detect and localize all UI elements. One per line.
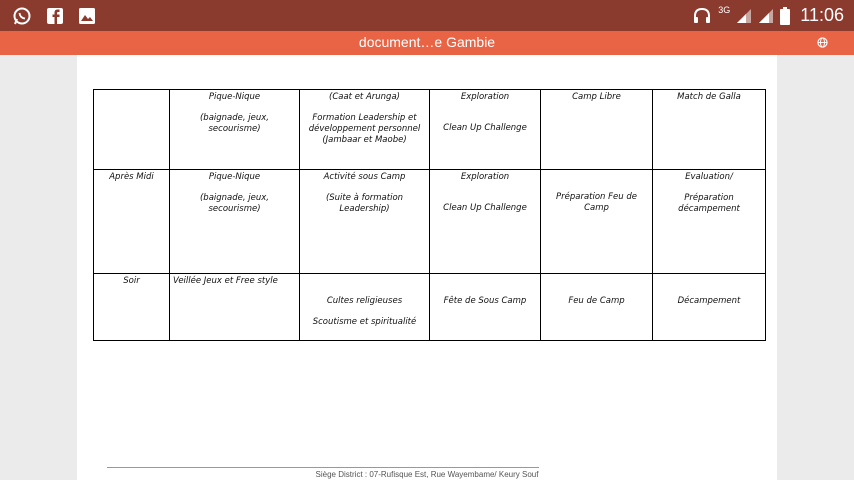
footer-divider bbox=[107, 467, 539, 468]
cell-text: Préparation décampement bbox=[678, 193, 740, 214]
status-bar bbox=[0, 0, 854, 31]
headset-icon bbox=[692, 6, 712, 26]
network-type: 3G bbox=[718, 4, 731, 15]
document-title: document…e Gambie bbox=[358, 34, 496, 50]
table-row bbox=[94, 90, 766, 170]
globe-icon[interactable] bbox=[817, 37, 828, 48]
table-cell bbox=[430, 90, 541, 170]
table-cell bbox=[653, 90, 766, 170]
cell-text: Veillée Jeux et Free style bbox=[173, 276, 278, 286]
cell-text: Exploration bbox=[460, 92, 510, 102]
table-cell bbox=[541, 274, 653, 341]
cell-text: Activité sous Camp bbox=[323, 172, 406, 182]
cell-text: Décampement bbox=[677, 296, 741, 306]
document-title-bar bbox=[0, 31, 854, 55]
row-label: Soir bbox=[94, 274, 170, 341]
table-row bbox=[94, 170, 766, 274]
cell-text: Préparation Feu de Camp bbox=[556, 192, 637, 213]
cell-text: Formation Leadership et développement personnel (Jambaar et Maobe) bbox=[308, 113, 421, 145]
table-cell bbox=[170, 274, 300, 341]
page-footer: Siège District : 07-Rufisque Est, Rue Wayembame/ Keury Souf bbox=[315, 470, 539, 479]
cell-text: (Suite à formation Leadership) bbox=[325, 193, 404, 214]
table-cell bbox=[541, 170, 653, 274]
schedule-table bbox=[93, 89, 766, 341]
table-cell bbox=[430, 170, 541, 274]
battery-icon bbox=[780, 7, 790, 25]
table-cell bbox=[170, 90, 300, 170]
cell-text: Pique-Nique bbox=[208, 172, 261, 182]
document-page[interactable] bbox=[77, 55, 777, 480]
cell-text: (Caat et Arunga) bbox=[329, 92, 400, 102]
signal-icon bbox=[758, 8, 774, 24]
cell-text: Pique-Nique bbox=[208, 92, 261, 102]
row-label: Après Midi bbox=[94, 170, 170, 274]
cell-text: Camp Libre bbox=[572, 92, 621, 102]
facebook-icon bbox=[45, 6, 65, 26]
cell-text: Clean Up Challenge bbox=[443, 123, 527, 133]
cell-text: Exploration bbox=[460, 172, 510, 182]
table-cell bbox=[430, 274, 541, 341]
cell-text: Cultes religieuses bbox=[326, 296, 403, 306]
cell-text: Evaluation/ bbox=[685, 172, 733, 182]
cell-text: (baignade, jeux, secourisme) bbox=[199, 193, 269, 214]
table-cell bbox=[300, 274, 430, 341]
cell-text: (baignade, jeux, secourisme) bbox=[199, 113, 269, 134]
cell-text: Feu de Camp bbox=[568, 296, 625, 306]
row-label bbox=[94, 90, 170, 170]
cell-text: Fête de Sous Camp bbox=[443, 296, 527, 306]
gallery-icon bbox=[77, 6, 97, 26]
signal-icon bbox=[736, 8, 752, 24]
whatsapp-icon bbox=[12, 6, 32, 26]
table-cell bbox=[541, 90, 653, 170]
table-cell bbox=[653, 274, 766, 341]
cell-text: Scoutisme et spiritualité bbox=[312, 317, 417, 327]
table-row bbox=[94, 274, 766, 341]
table-cell bbox=[653, 170, 766, 274]
cell-text: Match de Galla bbox=[677, 92, 741, 102]
cell-text: Clean Up Challenge bbox=[443, 203, 527, 213]
table-cell bbox=[300, 90, 430, 170]
table-cell bbox=[170, 170, 300, 274]
table-cell bbox=[300, 170, 430, 274]
clock: 11:06 bbox=[800, 5, 844, 25]
